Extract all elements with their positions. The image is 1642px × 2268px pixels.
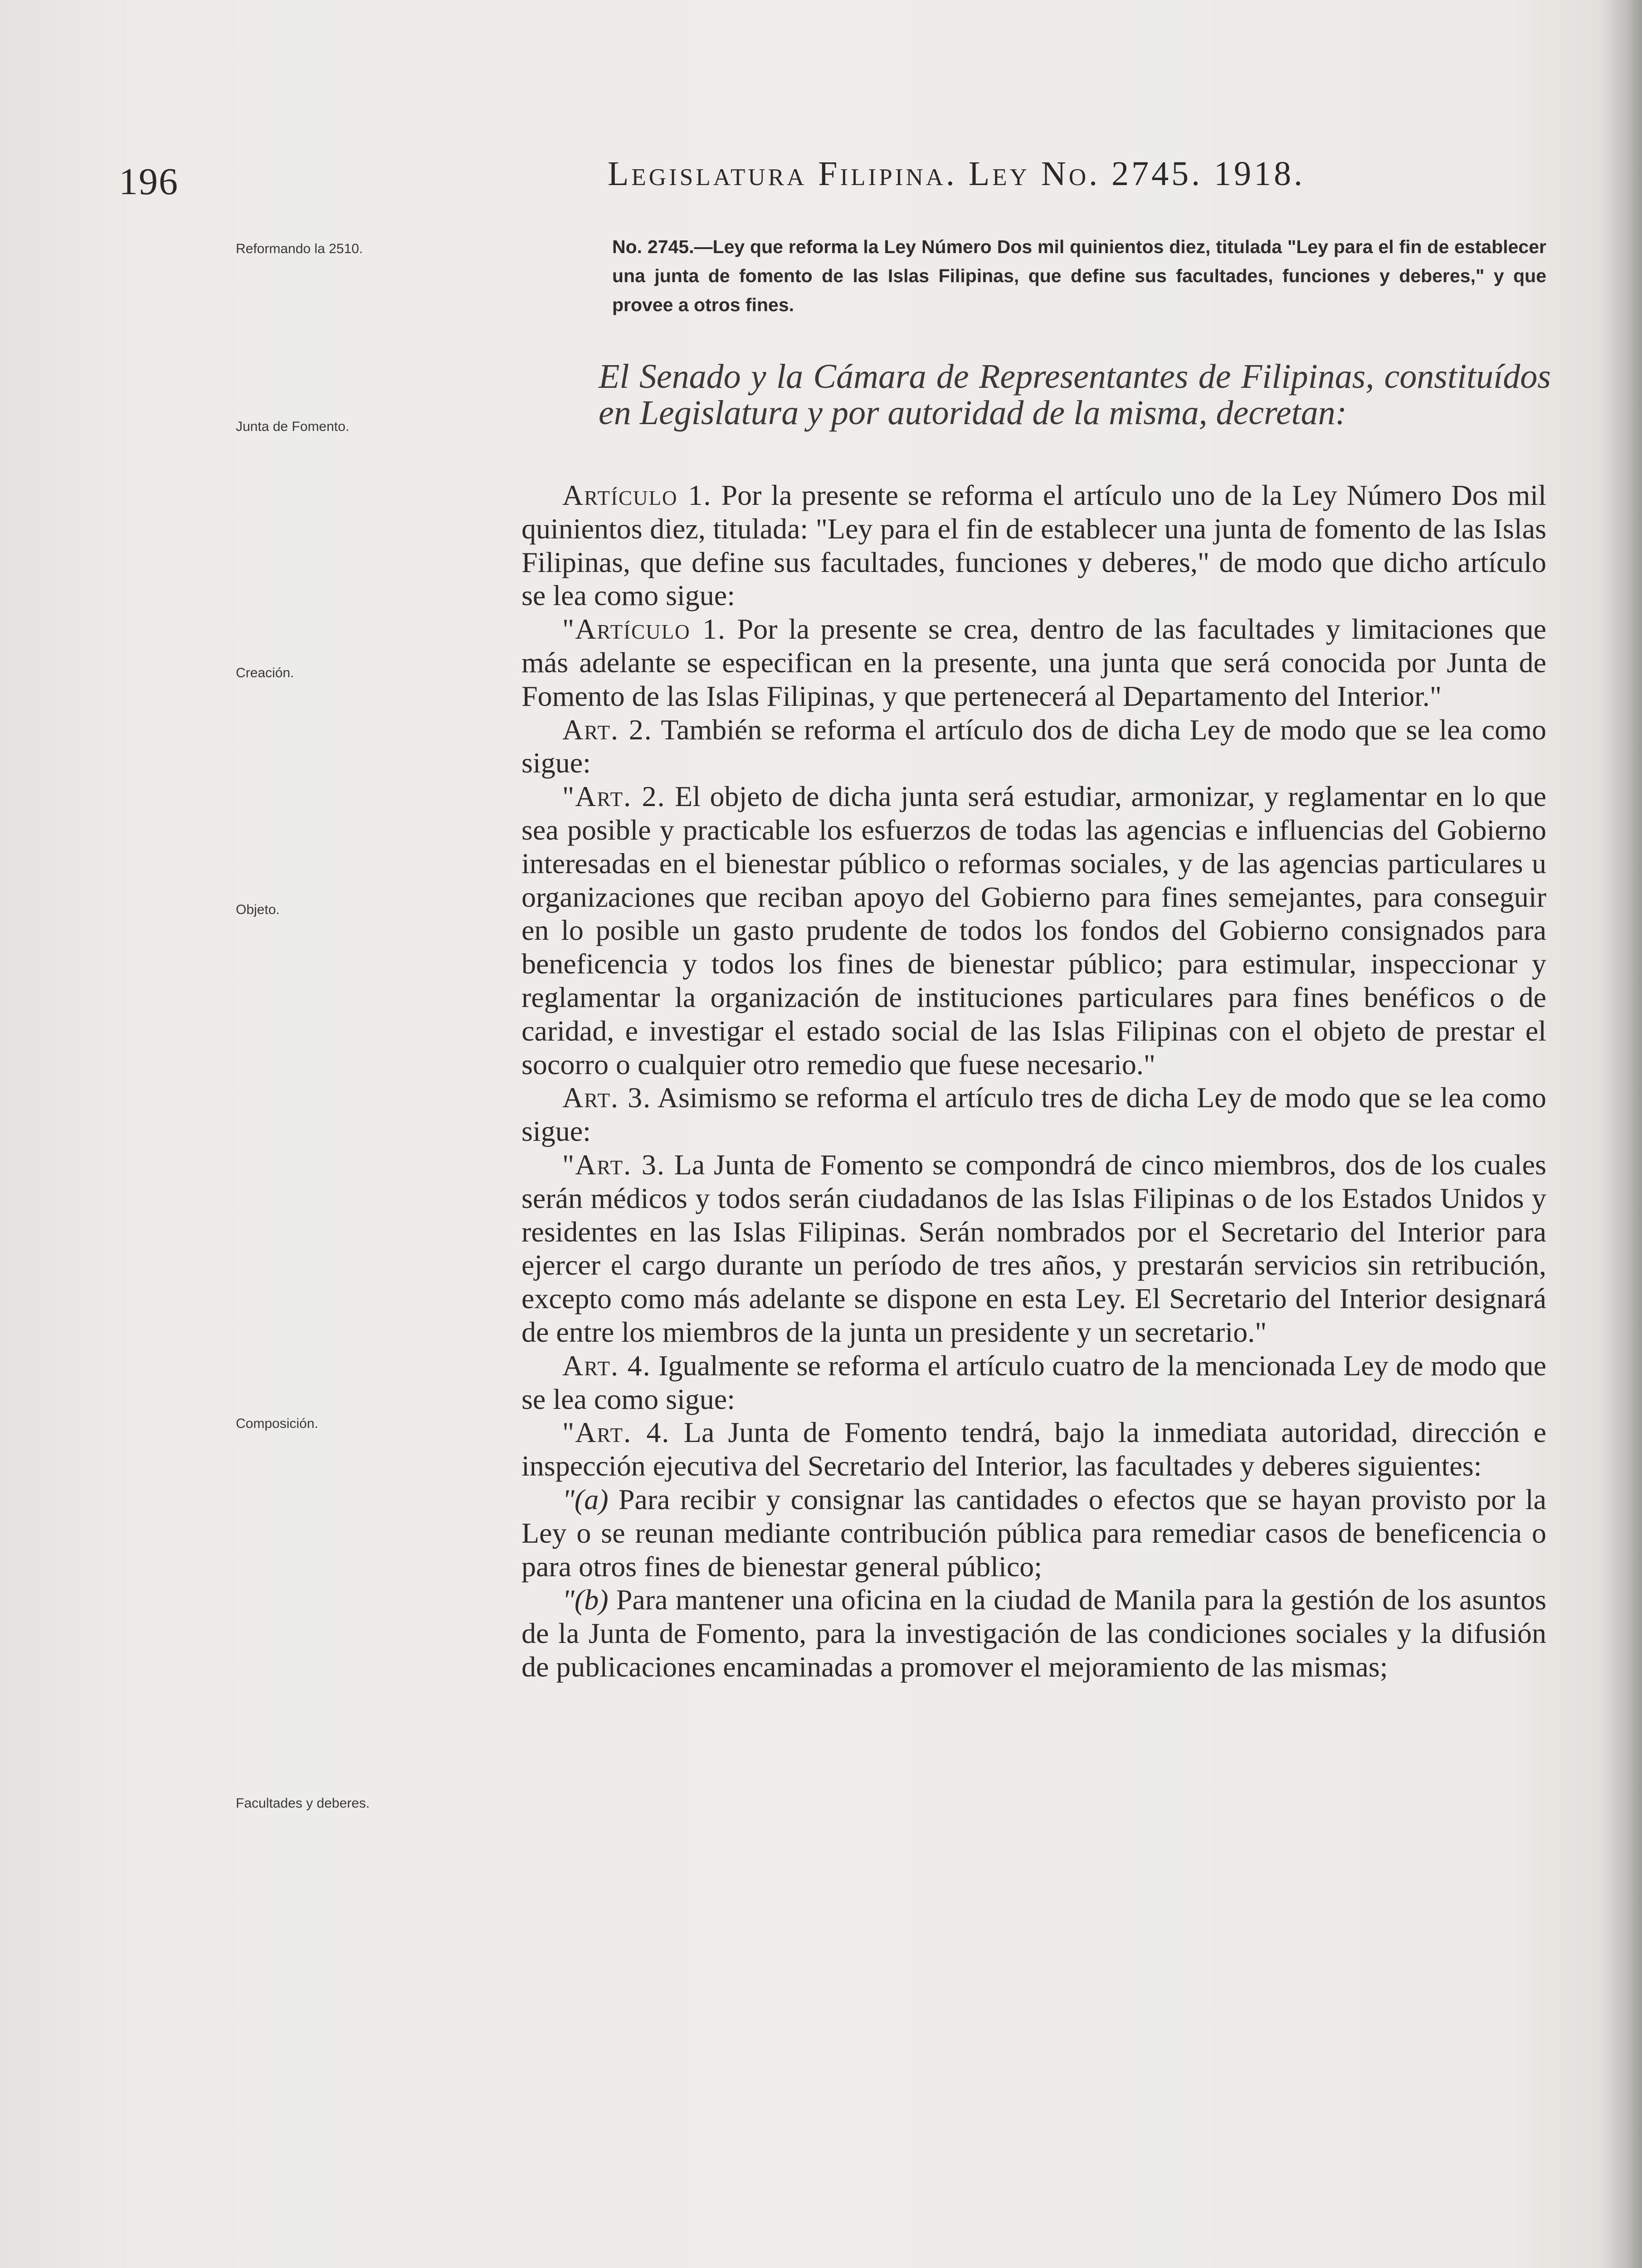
article-lead: Art. 4. (562, 1349, 651, 1382)
article-lead: "Artículo 1. (562, 613, 726, 645)
paragraph (521, 1416, 1546, 1483)
act-title (549, 232, 1546, 319)
clause-lead: "(b) (562, 1584, 609, 1616)
paragraph-text: La Junta de Fomento tendrá, bajo la inmediata autoridad, dirección e inspección ejecutiva del Secretario del Interior, las facultades y deberes siguientes: (521, 1416, 1546, 1482)
clause-lead: "(a) (562, 1483, 609, 1515)
paragraph-text: Asimismo se reforma el artículo tres de dicha Ley de modo que se lea como sigue: (521, 1081, 1546, 1148)
running-head: Legislatura Filipina. Ley No. 2745. 1918. (608, 155, 1306, 193)
paragraph-text: También se reforma el artículo dos de dicha Ley de modo que se lea como sigue: (521, 713, 1546, 779)
paragraph (521, 1148, 1546, 1349)
paragraph (521, 780, 1546, 1081)
paragraph-text: Para recibir y consignar las cantidades o efectos que se hayan provisto por la Ley o se reunan mediante contribución pública para remediar casos de beneficencia o para otros fines de bienestar general público; (521, 1483, 1546, 1583)
paragraph-text: Para mantener una oficina en la ciudad de Manila para la gestión de los asuntos de la Junta de Fomento, para la investigación de las condiciones sociales y la difusión de publicaciones encaminadas a promover el mejoramiento de las mismas; (521, 1584, 1546, 1683)
page-number: 196 (119, 161, 179, 203)
margin-note-board: Junta de Fomento. (236, 419, 350, 434)
paragraph (521, 479, 1546, 612)
paragraph-text: Por la presente se reforma el artículo uno de la Ley Número Dos mil quinientos diez, titulada: "Ley para el fin de establecer una junta de fomento de las Islas Filipinas, que define sus facultades, funciones y deberes," de modo que dicho artículo se lea como sigue: (521, 479, 1546, 612)
margin-note-reforming: Reformando la 2510. (236, 241, 363, 256)
article-lead: Art. 2. (562, 713, 653, 746)
article-lead: Art. 3. (562, 1081, 652, 1114)
paragraph (521, 612, 1546, 713)
margin-note-composition: Composición. (236, 1416, 318, 1431)
paragraph (521, 713, 1546, 780)
paragraph-text: El objeto de dicha junta será estudiar, armonizar, y reglamentar en lo que sea posible y practicable los esfuerzos de todas las agencias e influencias del Gobierno interesadas en el bienestar público o reformas sociales, y de las agencias particulares u organizaciones que reciban apoyo del Gobierno para fines semejantes, para conseguir en lo posible un gasto prudente de todos los fondos del Gobierno consignados para beneficencia y todos los fines de bienestar público; para estimular, inspeccionar y reglamentar la organización de instituciones particulares para fines benéficos o de caridad, e investigar el estado social de las Islas Filipinas con el objeto de prestar el socorro o cualquier otro remedio que fuese necesario." (521, 780, 1546, 1080)
margin-note-creation: Creación. (236, 665, 294, 680)
article-lead: Artículo 1. (562, 479, 712, 511)
paragraph (521, 1583, 1546, 1683)
margin-note-object: Objeto. (236, 902, 280, 917)
margin-note-powers: Facultades y deberes. (236, 1796, 370, 1811)
paragraph-text: Igualmente se reforma el artículo cuatro de la mencionada Ley de modo que se lea como sigue: (521, 1349, 1546, 1415)
paragraph-text: Por la presente se crea, dentro de las facultades y limitaciones que más adelante se especifican en la presente, una junta que será conocida por Junta de Fomento de las Islas Filipinas, y que pertenecerá al Departamento del Interior." (521, 613, 1546, 712)
article-lead: "Art. 3. (562, 1148, 665, 1181)
enacting-clause-text: El Senado y la Cámara de Representantes de Filipinas, constituídos en Legislatura y por autoridad de la misma, decretan: (599, 357, 1551, 432)
article-lead: "Art. 2. (562, 780, 666, 813)
page-edge-shadow (1601, 0, 1642, 2268)
paragraph (521, 1349, 1546, 1416)
enacting-clause (535, 358, 1551, 431)
article-lead: "Art. 4. (562, 1416, 670, 1449)
body-text (521, 479, 1546, 1684)
act-title-text: —Ley que reforma la Ley Número Dos mil quinientos diez, titulada "Ley para el fin de establecer una junta de fomento de las Islas Filipinas, que define sus facultades, funciones y deberes," y que provee a otros fines. (612, 236, 1546, 315)
act-number: No. 2745. (612, 236, 694, 257)
paragraph (521, 1081, 1546, 1148)
paragraph (521, 1483, 1546, 1583)
paragraph-text: La Junta de Fomento se compondrá de cinco miembros, dos de los cuales serán médicos y todos serán ciudadanos de las Islas Filipinas o de los Estados Unidos y residentes en las Islas Filipinas. Serán nombrados por el Secretario del Interior para ejercer el cargo durante un período de tres años, y prestarán servicios sin retribución, excepto como más adelante se dispone en esta Ley. El Secretario del Interior designará de entre los miembros de la junta un presidente y un secretario." (521, 1148, 1546, 1348)
